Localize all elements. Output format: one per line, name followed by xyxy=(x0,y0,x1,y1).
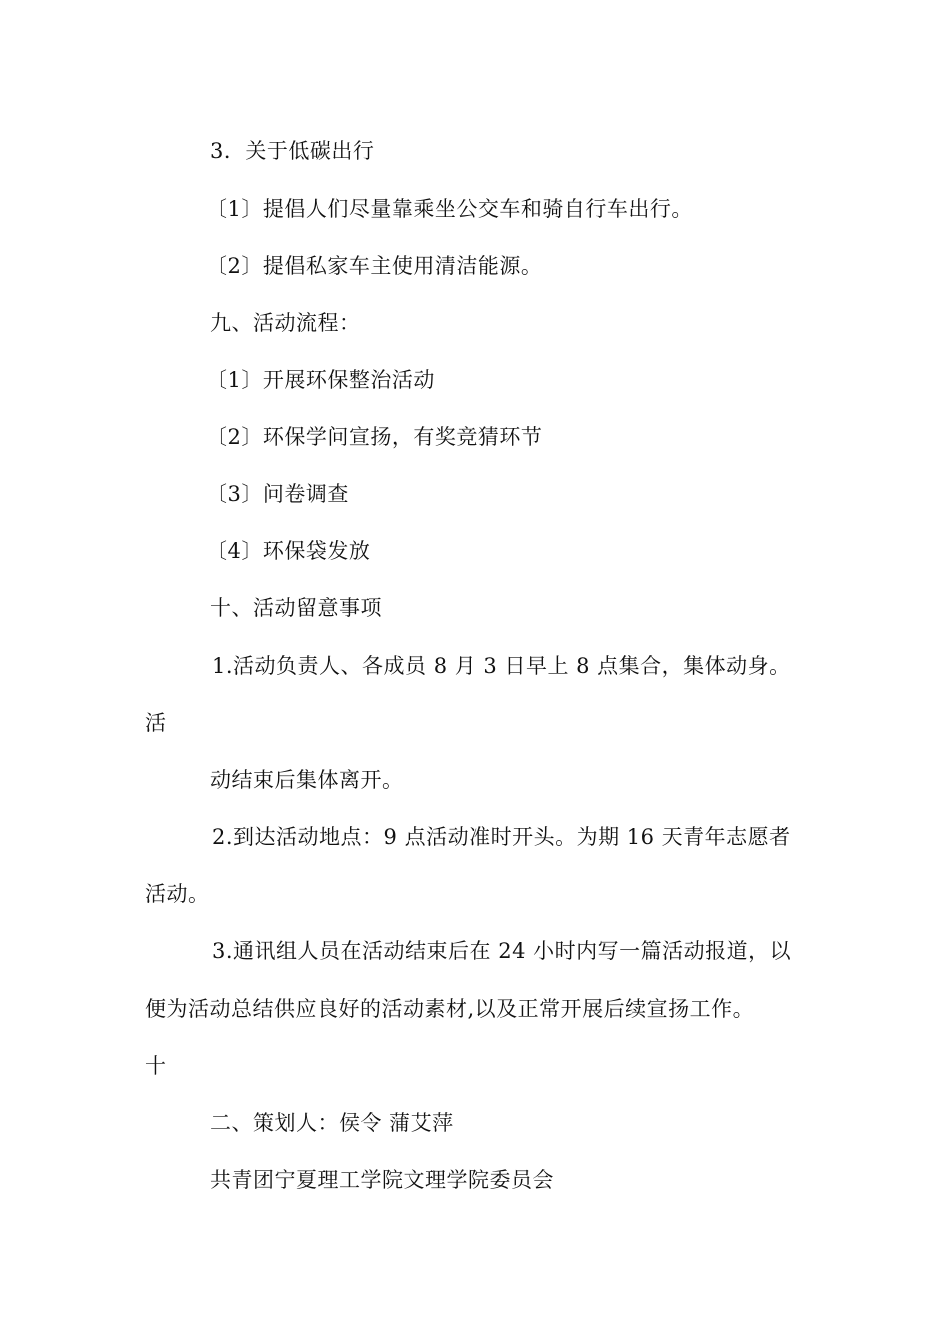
paragraph-line: 1.活动负责人、各成员 8 月 3 日早上 8 点集合，集体动身。 xyxy=(212,654,791,678)
list-item: 〔3〕问卷调查 xyxy=(206,482,349,506)
section-heading-activity-process: 九、活动流程： xyxy=(210,311,361,335)
paragraph-line: 3.通讯组人员在活动结束后在 24 小时内写一篇活动报道，以 xyxy=(212,939,792,963)
paragraph-line: 十 xyxy=(145,1054,167,1078)
section-heading-notes: 十、活动留意事项 xyxy=(210,596,382,620)
list-item: 〔1〕提倡人们尽量靠乘坐公交车和骑自行车出行。 xyxy=(206,197,693,221)
paragraph-line: 2.到达活动地点：9 点活动准时开头。为期 16 天青年志愿者 xyxy=(212,825,791,849)
list-item: 〔4〕环保袋发放 xyxy=(206,539,371,563)
section-heading-low-carbon: 3．关于低碳出行 xyxy=(210,139,375,163)
paragraph-line: 动结束后集体离开。 xyxy=(210,768,404,792)
organization-signature: 共青团宁夏理工学院文理学院委员会 xyxy=(210,1168,554,1192)
paragraph-line: 活 xyxy=(145,711,167,735)
list-item: 〔1〕开展环保整治活动 xyxy=(206,368,435,392)
paragraph-line: 便为活动总结供应良好的活动素材,以及正常开展后续宣扬工作。 xyxy=(145,997,755,1021)
list-item: 〔2〕环保学问宣扬，有奖竞猜环节 xyxy=(206,425,543,449)
paragraph-line: 活动。 xyxy=(145,882,210,906)
list-item: 〔2〕提倡私家车主使用清洁能源。 xyxy=(206,254,543,278)
planners-line: 二、策划人：侯令 蒲艾萍 xyxy=(210,1111,454,1135)
